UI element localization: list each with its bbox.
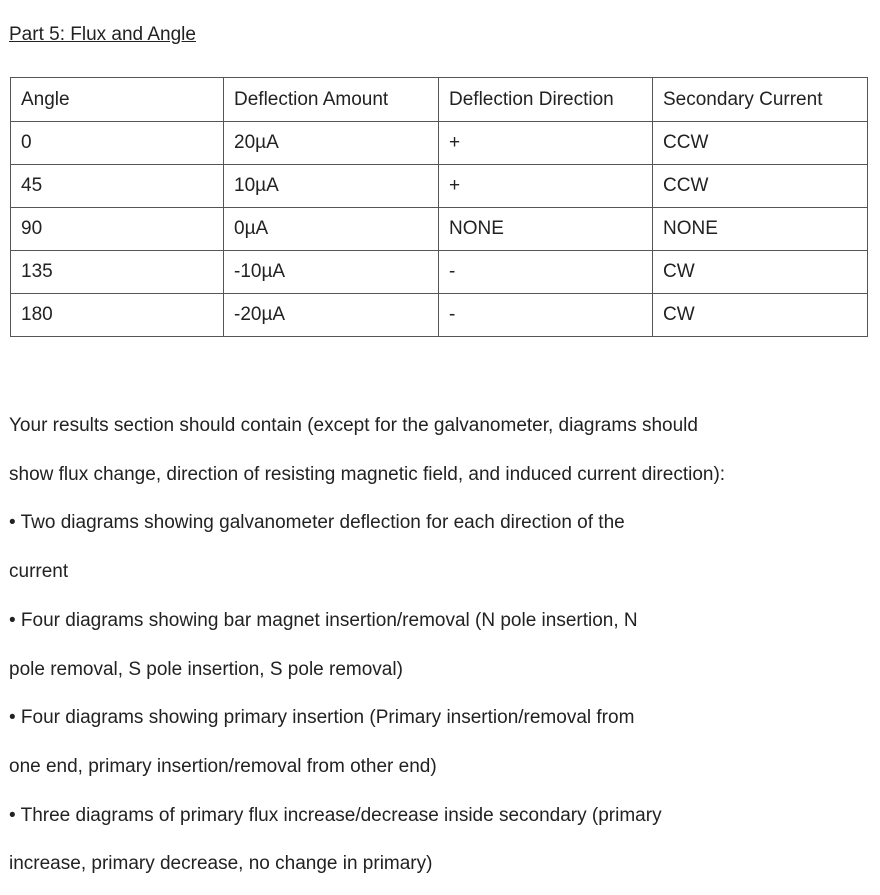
cell-secondary-current: CW: [653, 251, 868, 294]
cell-deflection-amount: 10µA: [224, 165, 439, 208]
cell-deflection-amount: -10µA: [224, 251, 439, 294]
cell-secondary-current: CCW: [653, 165, 868, 208]
cell-angle: 45: [11, 165, 224, 208]
header-angle: Angle: [11, 78, 224, 122]
results-instructions: [9, 402, 869, 889]
cell-deflection-direction: +: [439, 165, 653, 208]
header-deflection-direction: Deflection Direction: [439, 78, 653, 122]
cell-angle: 0: [11, 122, 224, 165]
cell-angle: 90: [11, 208, 224, 251]
intro-line: Your results section should contain (except for the galvanometer, diagrams should: [9, 415, 698, 436]
cell-deflection-direction: -: [439, 251, 653, 294]
cell-secondary-current: CW: [653, 294, 868, 337]
header-secondary-current: Secondary Current: [653, 78, 868, 122]
cell-angle: 135: [11, 251, 224, 294]
bullet-primary-flux: • Three diagrams of primary flux increase/decrease inside secondary (primary: [9, 804, 662, 826]
bullet-primary-insertion-cont: one end, primary insertion/removal from other end): [9, 755, 437, 777]
table-row: [11, 251, 868, 294]
table-header-row: [11, 78, 868, 122]
cell-deflection-direction: NONE: [439, 208, 653, 251]
cell-deflection-direction: -: [439, 294, 653, 337]
table-row: [11, 165, 868, 208]
cell-angle: 180: [11, 294, 224, 337]
cell-deflection-direction: +: [439, 122, 653, 165]
section-heading: Part 5: Flux and Angle: [9, 24, 196, 45]
header-deflection-amount: Deflection Amount: [224, 78, 439, 122]
table-row: [11, 122, 868, 165]
cell-secondary-current: CCW: [653, 122, 868, 165]
cell-deflection-amount: 20µA: [224, 122, 439, 165]
cell-deflection-amount: 0µA: [224, 208, 439, 251]
cell-deflection-amount: -20µA: [224, 294, 439, 337]
intro-line: show flux change, direction of resisting magnetic field, and induced current direction):: [9, 463, 726, 485]
bullet-primary-flux-cont: increase, primary decrease, no change in primary): [9, 853, 433, 875]
bullet-bar-magnet-cont: pole removal, S pole insertion, S pole removal): [9, 658, 403, 680]
bullet-primary-insertion: • Four diagrams showing primary insertion (Primary insertion/removal from: [9, 707, 635, 729]
flux-angle-table: [10, 77, 868, 337]
cell-secondary-current: NONE: [653, 208, 868, 251]
table-row: [11, 208, 868, 251]
bullet-galvanometer-cont: current: [9, 561, 69, 583]
bullet-bar-magnet: • Four diagrams showing bar magnet insertion/removal (N pole insertion, N: [9, 609, 638, 631]
table-row: [11, 294, 868, 337]
bullet-galvanometer: • Two diagrams showing galvanometer deflection for each direction of the: [9, 512, 625, 534]
